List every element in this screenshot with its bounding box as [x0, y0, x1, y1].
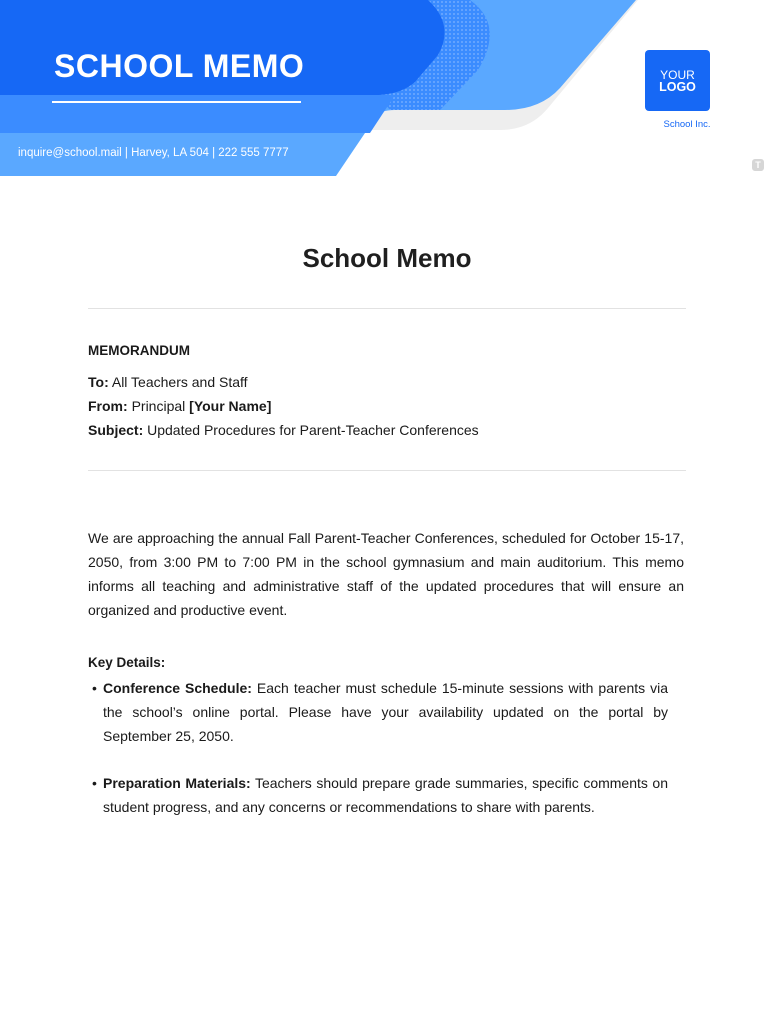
subject-value: Updated Procedures for Parent-Teacher Conferences [147, 422, 479, 438]
banner-divider [52, 101, 301, 103]
divider-top [88, 308, 686, 309]
bullet-label: Conference Schedule: [103, 680, 252, 696]
bullet-label: Preparation Materials: [103, 775, 251, 791]
logo-line-2: LOGO [659, 79, 696, 94]
memo-header [0, 0, 768, 180]
text-tool-icon[interactable]: T [752, 159, 764, 171]
subject-label: Subject: [88, 422, 144, 438]
to-line [88, 374, 248, 390]
memorandum-label: MEMORANDUM [88, 343, 190, 358]
bullet-text [103, 771, 668, 819]
logo-company-name: School Inc. [663, 119, 711, 130]
bullet-icon: • [92, 680, 97, 696]
divider-bottom [88, 470, 686, 471]
intro-paragraph: We are approaching the annual Fall Parent-Teacher Conferences, scheduled for October 15-17, 2050, from 3:00 PM to 7:00 PM in the school gymnasium and main auditorium. This memo informs all teaching and administrative staff of the updated procedures that will ensure an organized and productive event. [88, 530, 684, 618]
list-item [92, 676, 668, 748]
to-value: All Teachers and Staff [111, 374, 248, 390]
bullet-body: Teachers should prepare grade summaries, specific comments on student progress, and any concerns or recommendations to share with parents. [103, 775, 668, 815]
bullet-body: Each teacher must schedule 15-minute sessions with parents via the school’s online portal. Please have your availability updated on the portal by September 25, 2050. [103, 680, 668, 744]
from-label: From: [88, 398, 128, 414]
list-item [92, 771, 668, 819]
from-line [88, 398, 271, 414]
bullet-text [103, 676, 668, 748]
subject-line [88, 422, 479, 438]
bullet-icon: • [92, 775, 97, 791]
key-details-heading: Key Details: [88, 655, 166, 670]
contact-info: inquire@school.mail | Harvey, LA 504 | 222 555 7777 [18, 147, 289, 159]
to-label: To: [88, 374, 109, 390]
logo [645, 50, 710, 111]
document-title: School Memo [302, 243, 472, 273]
from-value: Principal [131, 398, 186, 414]
logo-line-1: YOUR [660, 67, 695, 82]
banner-title: SCHOOL MEMO [54, 48, 305, 84]
from-name: [Your Name] [189, 398, 272, 414]
